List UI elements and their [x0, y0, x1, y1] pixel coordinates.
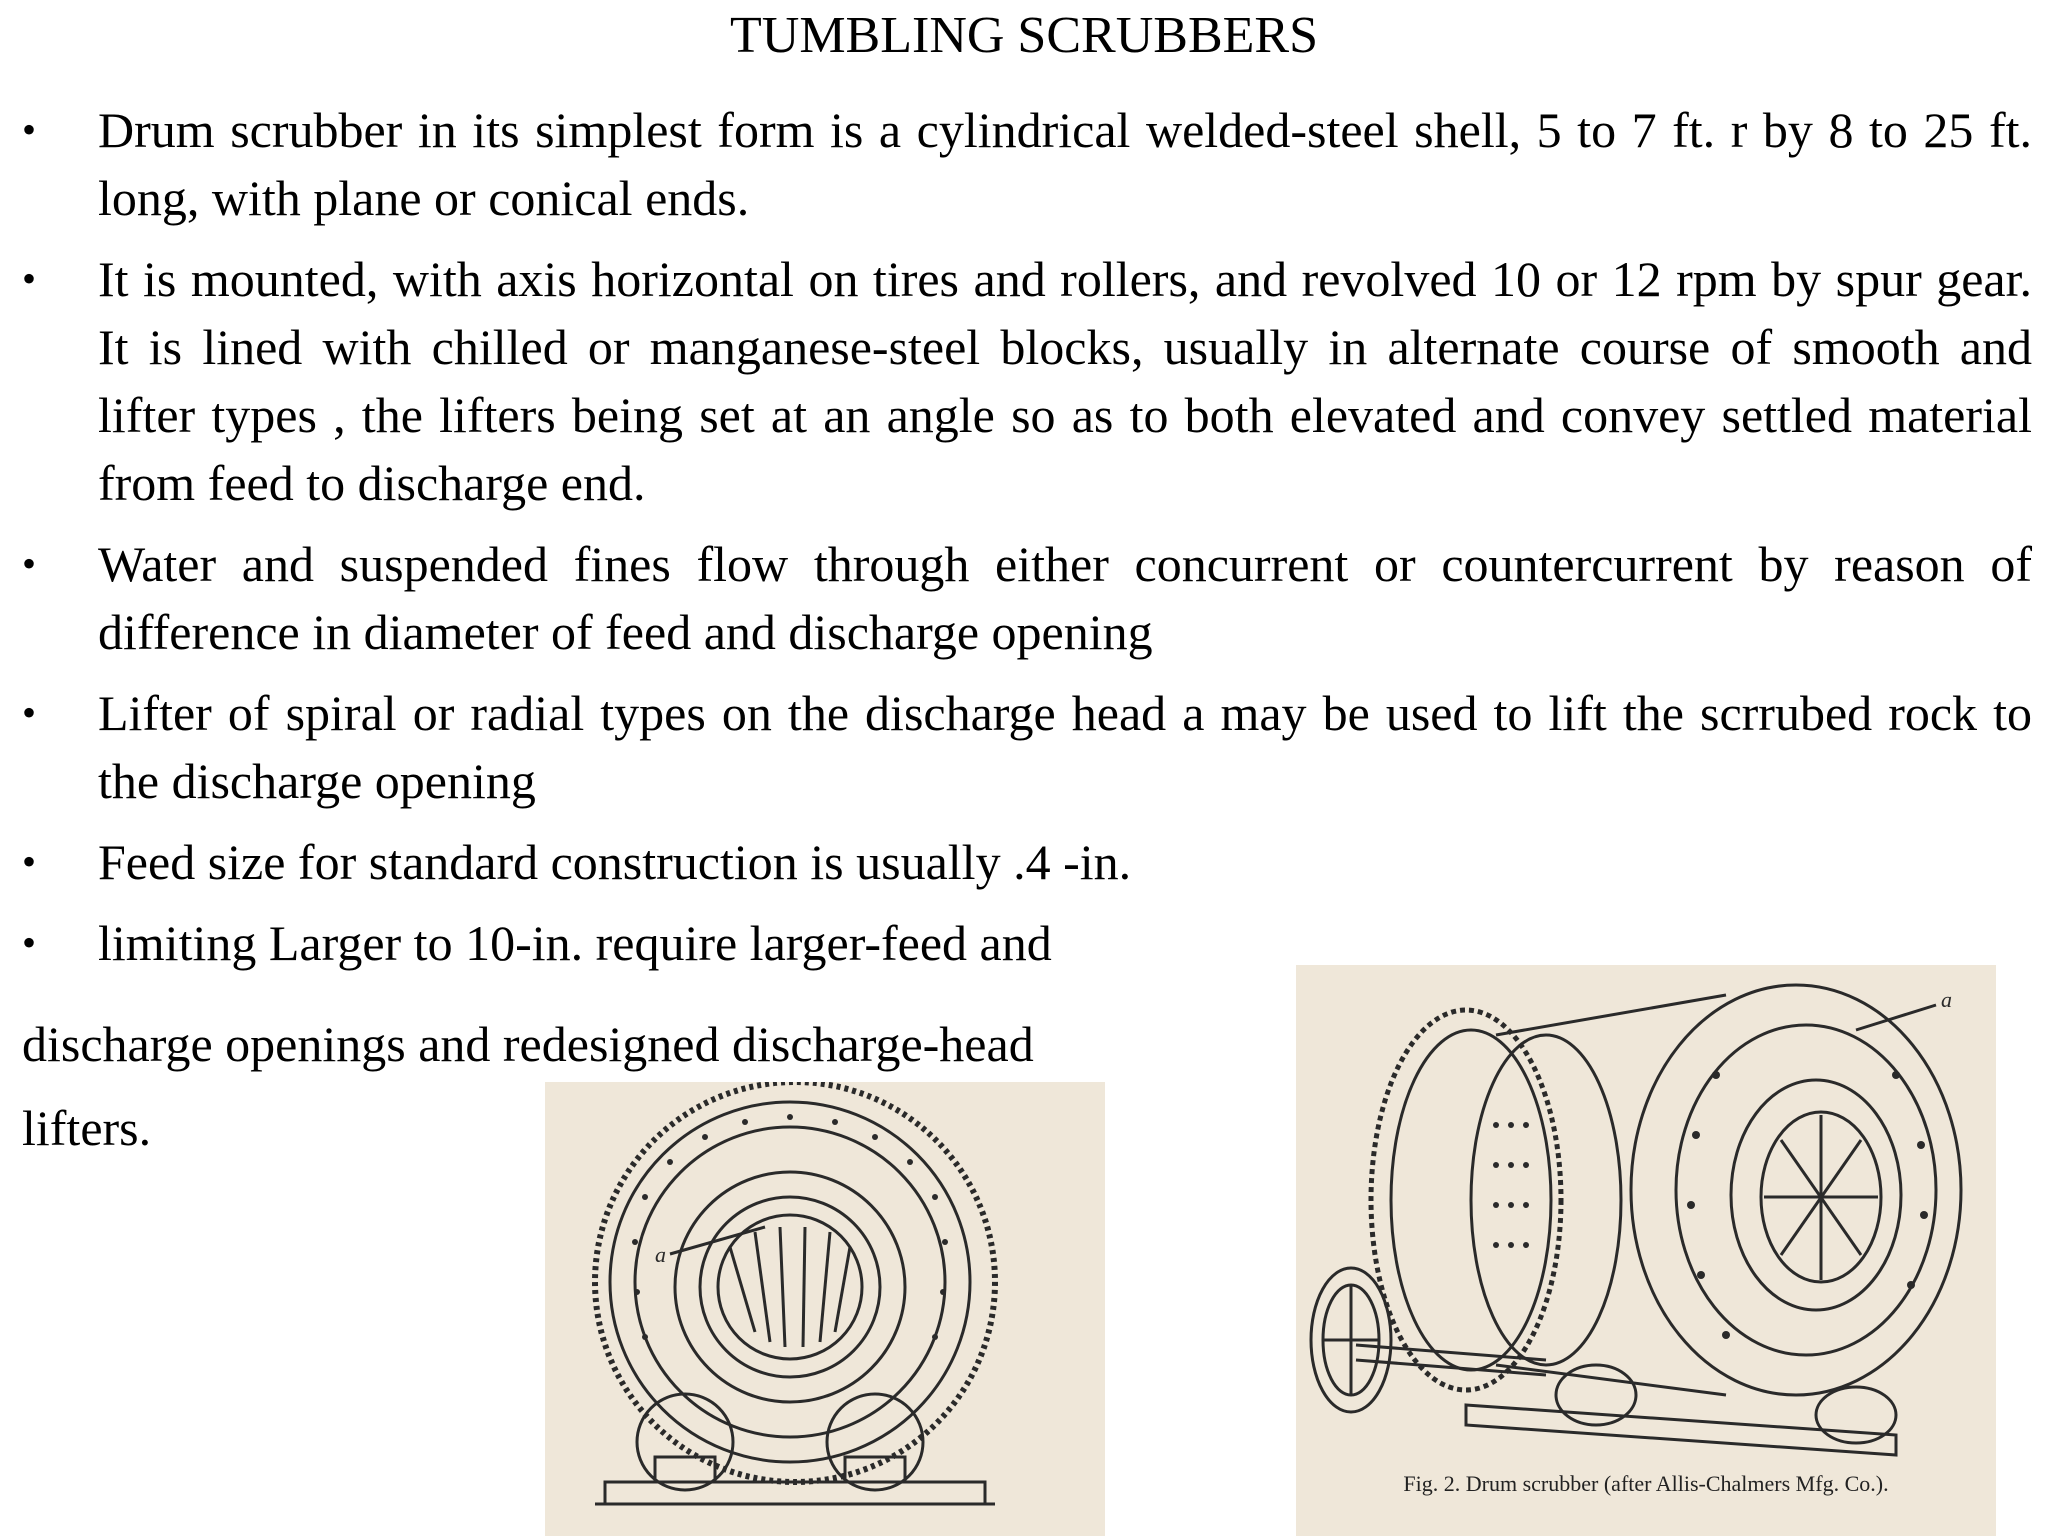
continuation-line: discharge openings and redesigned discharge-head: [22, 1016, 1034, 1072]
continuation-line: lifters.: [22, 1100, 152, 1156]
bullet-dot-icon: •: [22, 541, 37, 586]
figure-caption-text: Drum scrubber (after Allis-Chalmers Mfg. Co.).: [1465, 1471, 1889, 1496]
bullet-text: limiting Larger to 10-in. require larger-feed and: [98, 915, 1052, 971]
figure-caption: [1336, 1471, 1956, 1497]
bullet-list: [22, 96, 2032, 990]
page-title: TUMBLING SCRUBBERS: [730, 7, 1318, 64]
bullet-text: Feed size for standard construction is usually .4 -in.: [98, 834, 1132, 890]
bullet-item: [22, 96, 2032, 232]
bullet-text: Lifter of spiral or radial types on the discharge head a may be used to lift the scrrubed rock to the discharge opening: [98, 685, 2032, 809]
drum-scrubber-perspective-drawing: [1296, 965, 1996, 1536]
svg-text:a: a: [1941, 987, 1952, 1012]
bullet-text: Drum scrubber in its simplest form is a cylindrical welded-steel shell, 5 to 7 ft. r by 8 to 25 ft. long, with plane or conical ends.: [98, 102, 2032, 226]
bullet-text: It is mounted, with axis horizontal on tires and rollers, and revolved 10 or 12 rpm by spur gear. It is lined with chilled or manganese-steel blocks, usually in alternate course of smooth and lifter types , the lifters being set at an angle so as to both elevated and convey settled material from feed to discharge end.: [98, 251, 2032, 511]
bullet-dot-icon: •: [22, 256, 37, 301]
bullet-dot-icon: •: [22, 690, 37, 735]
figure-caption-label: Fig. 2.: [1403, 1471, 1461, 1496]
bullet-dot-icon: •: [22, 920, 37, 965]
drum-scrubber-front-figure: [545, 1082, 1105, 1536]
bullet-item: [22, 245, 2032, 517]
bullet-item: [22, 679, 2032, 815]
bullet-dot-icon: •: [22, 107, 37, 152]
drum-scrubber-front-drawing: [545, 1082, 1105, 1536]
bullet-item: [22, 530, 2032, 666]
drum-scrubber-perspective-figure: [1296, 965, 1996, 1536]
bullet-dot-icon: •: [22, 839, 37, 884]
bullet-text: Water and suspended fines flow through either concurrent or countercurrent by reason of difference in diameter of feed and discharge opening: [98, 536, 2032, 660]
bullet-item: [22, 828, 2032, 896]
svg-text:a: a: [655, 1242, 666, 1267]
